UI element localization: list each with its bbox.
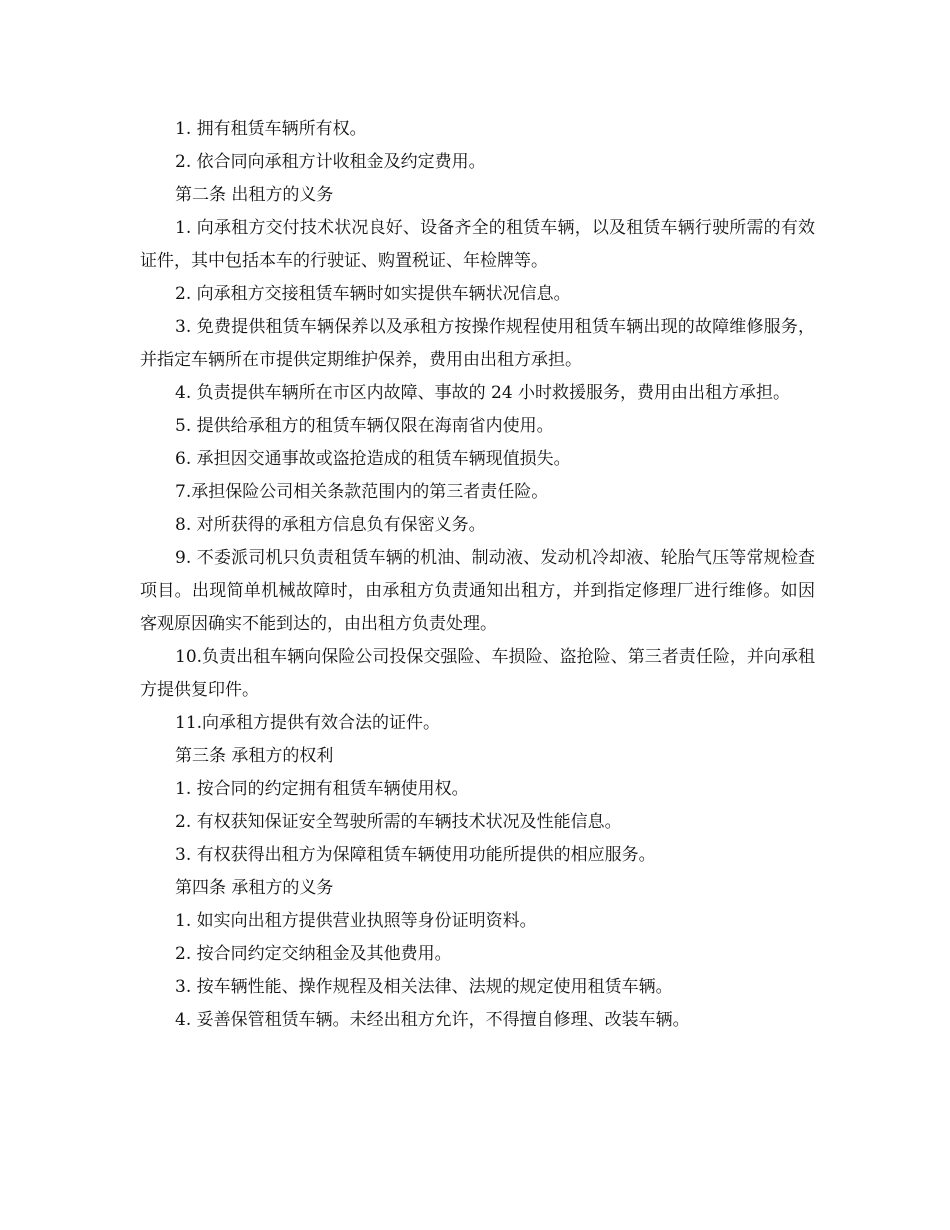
paragraph-4: 1. 向承租方交付技术状况良好、设备齐全的租赁车辆，以及租赁车辆行驶所需的有效证件，其中包括本车的行驶证、购置税证、年检牌等。 <box>140 218 815 271</box>
paragraph-10: 7.承担保险公司相关条款范围内的第三者责任险。 <box>175 482 549 502</box>
paragraph-8: 5. 提供给承租方的租赁车辆仅限在海南省内使用。 <box>175 416 554 436</box>
paragraph-18: 3. 有权获得出租方为保障租赁车辆使用功能所提供的相应服务。 <box>175 845 656 865</box>
paragraph-12: 9. 不委派司机只负责租赁车辆的机油、制动液、发动机冷却液、轮胎气压等常规检查项目。出现简单机械故障时，由承租方负责通知出租方，并到指定修理厂进行维修。如因客观原因确实不能到达的，由出租方负责处理。 <box>140 548 815 634</box>
paragraph-23: 4. 妥善保管租赁车辆。未经出租方允许，不得擅自修理、改装车辆。 <box>175 1010 690 1030</box>
paragraph-1: 1. 拥有租赁车辆所有权。 <box>175 119 367 139</box>
paragraph-21: 2. 按合同约定交纳租金及其他费用。 <box>175 944 452 964</box>
section-heading-article-4: 第四条 承租方的义务 <box>175 878 334 898</box>
paragraph-16: 1. 按合同的约定拥有租赁车辆使用权。 <box>175 779 469 799</box>
document-body <box>140 113 815 1037</box>
paragraph-2: 2. 依合同向承租方计收租金及约定费用。 <box>175 152 486 172</box>
paragraph-6: 3. 免费提供租赁车辆保养以及承租方按操作规程使用租赁车辆出现的故障维修服务，并指定车辆所在市提供定期维护保养，费用由出租方承担。 <box>140 317 815 370</box>
paragraph-7: 4. 负责提供车辆所在市区内故障、事故的 24 小时救援服务，费用由出租方承担。 <box>175 383 791 403</box>
paragraph-22: 3. 按车辆性能、操作规程及相关法律、法规的规定使用租赁车辆。 <box>175 977 673 997</box>
paragraph-20: 1. 如实向出租方提供营业执照等身份证明资料。 <box>175 911 537 931</box>
paragraph-5: 2. 向承租方交接租赁车辆时如实提供车辆状况信息。 <box>175 284 571 304</box>
paragraph-9: 6. 承担因交通事故或盗抢造成的租赁车辆现值损失。 <box>175 449 571 469</box>
paragraph-14: 11.向承租方提供有效合法的证件。 <box>175 713 441 733</box>
paragraph-17: 2. 有权获知保证安全驾驶所需的车辆技术状况及性能信息。 <box>175 812 622 832</box>
section-heading-article-2: 第二条 出租方的义务 <box>175 185 334 205</box>
paragraph-11: 8. 对所获得的承租方信息负有保密义务。 <box>175 515 486 535</box>
section-heading-article-3: 第三条 承租方的权利 <box>175 746 334 766</box>
paragraph-13: 10.负责出租车辆向保险公司投保交强险、车损险、盗抢险、第三者责任险，并向承租方提供复印件。 <box>140 647 815 700</box>
